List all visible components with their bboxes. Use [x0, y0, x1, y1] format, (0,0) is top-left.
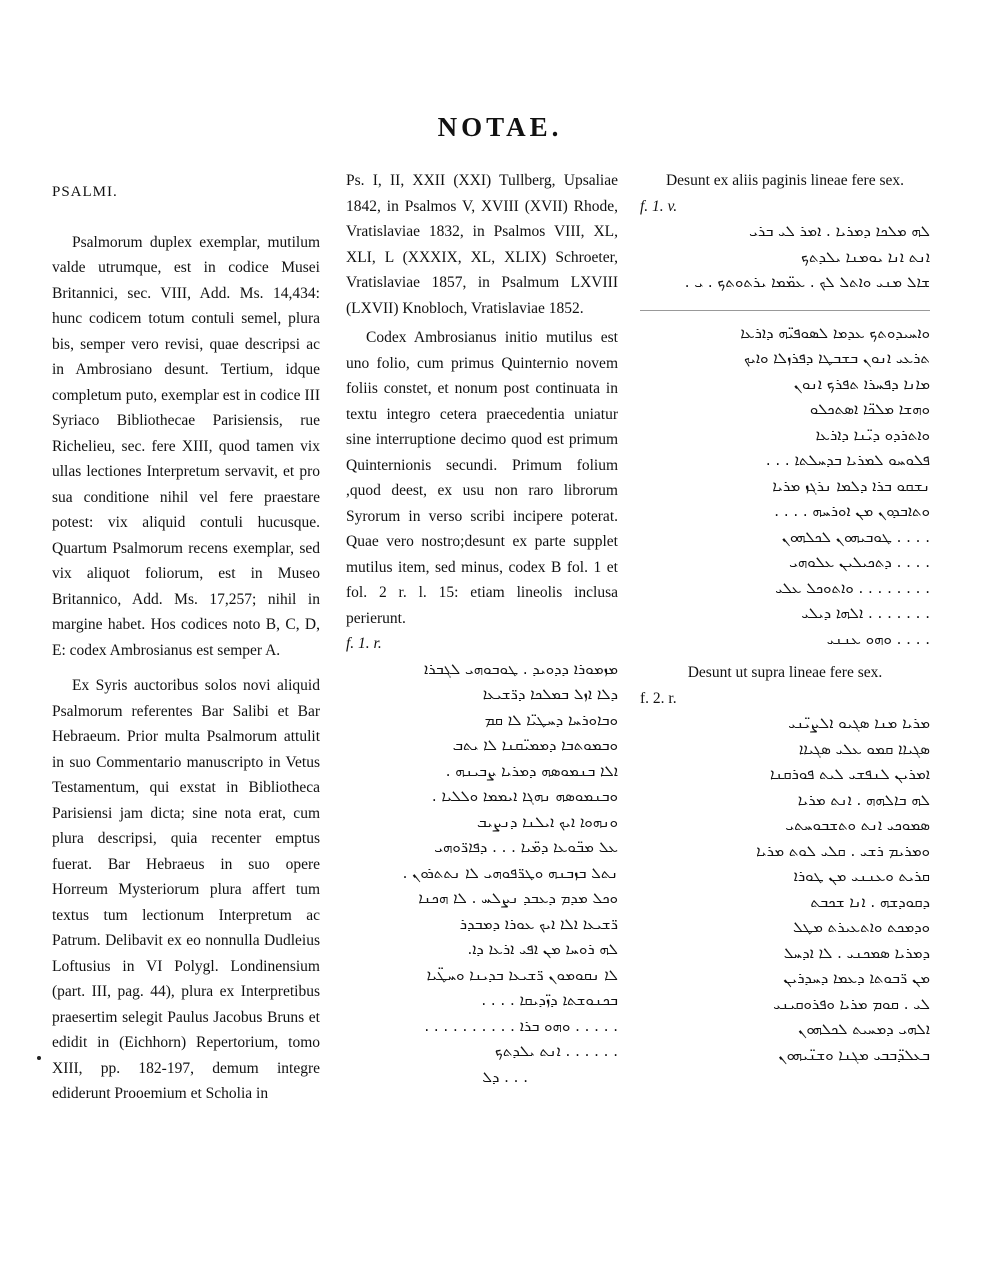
margin-dot — [37, 1056, 41, 1060]
divider — [640, 310, 930, 311]
syriac-line: . . . . . ܘܗܘ ܒܪܐ . . . . . . . . . . — [424, 1016, 618, 1035]
syriac-line: ܬܪܥܝ ܐܢܘܢ ܒܫܒܛܐ ܕܦܪܙܠܐ ܘܐܝܟ — [743, 349, 930, 367]
syriac-line: ܘܐܚܝܕܘܬܟ ܥܕܡܐ ܠܣܘܦܝ̈ܗ ܕܐܪܥܐ — [740, 323, 930, 342]
syriac-text-block — [640, 321, 930, 653]
syriac-line: . . . . ܛܘܒܝܗܘܢ ܠܟܠܗܘܢ — [781, 527, 930, 546]
syriac-text-block — [640, 711, 930, 1068]
syriac-line: . . . . . . ܐܢܬ ܝܠܕܬܟ — [494, 1042, 618, 1060]
syriac-line: . . . . ܘܗܘ ܥܢܢܝ — [826, 629, 930, 648]
page-title: NOTAE. — [437, 112, 563, 142]
syriac-text-block — [640, 219, 930, 296]
syriac-line: ܒܥܠܕ̈ܒܒܝ ܡܓܢܐ ܘܫܢ̈ܝܗܘܢ — [778, 1045, 930, 1064]
syriac-line: ܐܢܬ ܐܢܐ ܝܘܡܢܐ ܝܠܕܬܟ — [801, 247, 930, 266]
syriac-line: ܘܒܢܡܘܣܗ ܢܗܓܐ ܐܝܡܡܐ ܘܠܠܝܐ . — [431, 787, 618, 805]
syriac-line: ܪ̈ܫܝܥܐ ܐܠܐ ܐܝܟ ܥܘܪܐ ܕܡܒܕܪ — [459, 914, 618, 933]
syriac-line: ܘܒܐܘܪܚܐ ܕܚܛܝ̈ܐ ܠܐ ܩܡ — [484, 710, 618, 729]
syriac-line: ܐܠܗܝ ܕܡܚܝܬ ܠܟܠܗܘܢ — [798, 1020, 930, 1038]
syriac-line: ܩܪܝܬ ܘܥܢܢܝ ܡܢ ܛܘܪܐ — [793, 867, 930, 885]
syriac-line: ܠܝ . ܩܘܡ ܡܪܝܐ ܘܦܪܘܩܝܢܝ — [773, 994, 930, 1013]
syriac-line: ܡܐܢܐ ܕܦܚܪܐ ܬܦܪܟ ܐܢܘܢ — [793, 374, 930, 393]
syriac-line: ܫܐܠ ܡܢܝ ܘܐܬܠ ܠܟ . ܥܡ̈ܡܐ ܝܪܬܘܬܟ . ܝ . — [684, 273, 930, 291]
paragraph: Codex Ambrosianus initio mutilus est uno folio, cum primus Quinternio novem foliis constet, et nonum post continuata in textu integro cetera praecedentia uniatur sine interruptione decimo quod est primum Quinternionis secundi. Primum folium ,quod deest, ex usu non raro librorum Syrorum in verso scribi incipere poterat. Quae vero nostro;desunt ex parte supplet mutilus item, sed minus, codex B fol. 1 et fol. 2 r. l. 15: etiam lineolis inclusa perierunt. — [346, 329, 618, 627]
syriac-line: . . . . . . . . ܘܐܬܘܟܠ ܥܠܝ — [775, 578, 930, 597]
syriac-line: ܢܬܠ ܒܙܒܢܗ ܘܛܪ̈ܦܘܗܝ ܠܐ ܢܬܬܪܘܢ . — [402, 863, 618, 882]
column-right — [640, 168, 930, 1068]
syriac-line: ܠܐ ܢܩܘܡܘܢ ܪ̈ܫܝܥܐ ܒܕܝܢܐ ܘܚܛ̈ܝܐ — [426, 965, 618, 984]
syriac-line: ܦܠܘܚܘ ܠܡܪܝܐ ܒܕܚܠܬܐ . . . — [765, 451, 930, 469]
syriac-line: ܘܒܡܘܬܒܐ ܕܡܡܝ̈ܩܢܐ ܠܐ ܝܬܒ — [452, 736, 618, 754]
syriac-text-block — [346, 657, 618, 1091]
syriac-line: ܐܠܐ ܒܢܡܘܣܗ ܕܡܪܝܐ ܨܒܝܢܗ . — [445, 761, 618, 780]
syriac-line: . . . ܕܠ — [482, 1067, 528, 1086]
section-heading: PSALMI. — [52, 184, 118, 200]
syriac-line: ܘܐܬܪܕܘ ܕܝ̈ܢܐ ܕܐܪܥܐ — [815, 425, 930, 444]
lacuna-note: Desunt ut supra lineae fere sex. — [687, 664, 883, 681]
syriac-line: ܘܢܗܘܐ ܐܝܟ ܐܝܠܢܐ ܕܢܨܝܒ — [476, 812, 618, 831]
syriac-line: ܘܬܐܒܕܘܢ ܡܢ ܐܘܪܚܗ . . . . — [774, 502, 930, 520]
syriac-line: ܠܗ ܪܘܚܐ ܡܢ ܐܦܝ ܐܪܥܐ ܕܐ. — [467, 940, 618, 958]
column-middle — [346, 168, 618, 1090]
folio-label: f. 1. r. — [346, 635, 382, 652]
syriac-line: ܠܗ ܡܠܟܐ ܕܡܪܝܐ . ܐܡܪ ܠܝ ܒܪܝ — [749, 222, 930, 240]
paragraph: Ex Syris auctoribus solos novi aliquid Psalmorum referentes Bar Salibi et Bar Hebraeum. Prior multa Psalmorum attulit in suo Commentario manuscripto in Vetus Testamentum, qui exstat in Bibliotheca Parisiensi jam dicta; sine nota erat, cum plura descripsi, quia recenter emptus fuerat. Bar Hebraeus in suo opere Horreum Mysteriorum plura affert tum textus tum lectionum Interpretum ac Patrum. Delibavit ex eo nonnulla Dudleius Loftusius in VI Polygl. Londinensium (part. III, pag. 44), plura ex Interpretibus praesertim selegit Paulus Jacobus Bruns et edidit in (Eichhorn) Repertorium, tomo XIII, pp. 182-197, demum integre ediderunt Prooemium et Scholia in — [52, 677, 320, 1102]
lacuna-note: Desunt ex aliis paginis lineae fere sex. — [665, 172, 905, 189]
syriac-line: ܐܡܪܝܢ ܠܢܦܫܝ ܠܝܬ ܦܘܪܩܢܐ — [769, 765, 930, 783]
syriac-line: ܒܟܢܘܫܬܐ ܕܙ̈ܕܝܩܐ . . . . — [481, 991, 618, 1009]
syriac-line: ܡܪܝܐ ܡܢܐ ܣܓܝܘ ܐܠܨܝ̈ܢܝ — [788, 714, 930, 732]
column-left — [52, 168, 320, 1107]
syriac-line: ܢܫܩܘ ܒܪܐ ܕܠܡܐ ܢܪܓܙ ܡܪܝܐ — [772, 476, 930, 495]
syriac-line: ܘܡܪܝܡ ܪܫܝ . ܩܠܝ ܠܘܬ ܡܪܝܐ — [756, 841, 930, 860]
paragraph: Ps. I, II, XXII (XXI) Tullberg, Upsaliae 1842, in Psalmos V, XVIII (XVII) Rhode, Vratislaviae 1832, in Psalmos VIII, XL, XLI, L (XXXIX, XL, XLIX) Schroeter, Vratislaviae 1857, in Psalmum LXVIII (LXVII) Knobloch, Vratislaviae 1852. — [346, 172, 618, 317]
syriac-line: ܣܡܘܟܝ ܐܢܬ ܘܬܫܒܘܚܬܝ — [785, 816, 930, 834]
syriac-line: ܘܗܫܐ ܡܠܟ̈ܐ ܐܣܬܟܠܘ — [809, 400, 930, 418]
syriac-line: ܕܡܪܝܐ ܣܡܟܢܝ . ܠܐ ܐܕܚܠ — [783, 943, 930, 962]
syriac-line: ܡܙܡܘܪܐ ܕܕܘܝܕ . ܛܘܒܘܗܝ ܠܓܒܪܐ — [424, 659, 618, 678]
folio-label: f. 1. v. — [640, 197, 678, 215]
syriac-line: ܕܩܘܕܫܗ . ܐܢܐ ܫܟܒܬ — [810, 892, 930, 911]
paragraph: Psalmorum duplex exemplar, mutilum valde utrumque, est in codice Musei Britannici, sec. VIII, Add. Ms. 14,434: hunc codicem totum contuli semel, plura bis, semper vero revisi, quae descripsi ac in Ambrosiano desunt. Tertium, idque completum puto, exemplar est in codice III Syriaco Bibliothecae Parisiensis, rue Richelieu, sec. fere XIII, quod tamen vix ullas lectiones Interpretum servavit, et pro sua conditione nihil vel fere praestare potest: vix aliquid contuli hucusque. Quartum Psalmorum recens exemplar, sed vix aliquot foliorum, est in Museo Britannico, Add. Ms. 17,257; nihil in margine habet. Hos codices noto B, C, D, E: codex Ambrosianus est semper A. — [52, 233, 320, 659]
syriac-line: . . . . . . . ܐܠܗܐ ܕܝܠܝ — [801, 604, 930, 622]
folio-label: f. 2. r. — [640, 689, 677, 707]
syriac-line: ܣܓܝܐܐ ܩܡܘ ܥܠܝ ܣܓܝܐܐ — [798, 739, 930, 758]
syriac-line: . . . . ܕܬܟܝܠܝܢ ܥܠܘܗܝ — [789, 553, 930, 571]
syriac-line: ܡܢ ܪ̈ܒܘܬܐ ܕܥܡܐ ܕܚܕܪܝܢ — [783, 969, 930, 987]
syriac-line: ܘܟܠ ܡܕܡ ܕܥܒܕ ܢܨܠܚ . ܠܐ ܗܟܢܐ — [418, 889, 618, 907]
syriac-line: ܕܠܐ ܐܙܠ ܒܡܠܟܐ ܕܪ̈ܫܝܥܐ — [482, 685, 618, 703]
syriac-line: ܠܗ ܒܐܠܗܗ . ܐܢܬ ܡܪܝܐ — [797, 790, 930, 809]
syriac-line: ܘܕܡܟܬ ܘܐܬܥܝܪܬ ܡܛܠ — [793, 918, 930, 936]
syriac-line: ܥܠ ܡܒ̈ܘܥܐ ܕܡ̈ܝܐ . . . ܕܦܐܪ̈ܘܗܝ — [434, 838, 618, 856]
